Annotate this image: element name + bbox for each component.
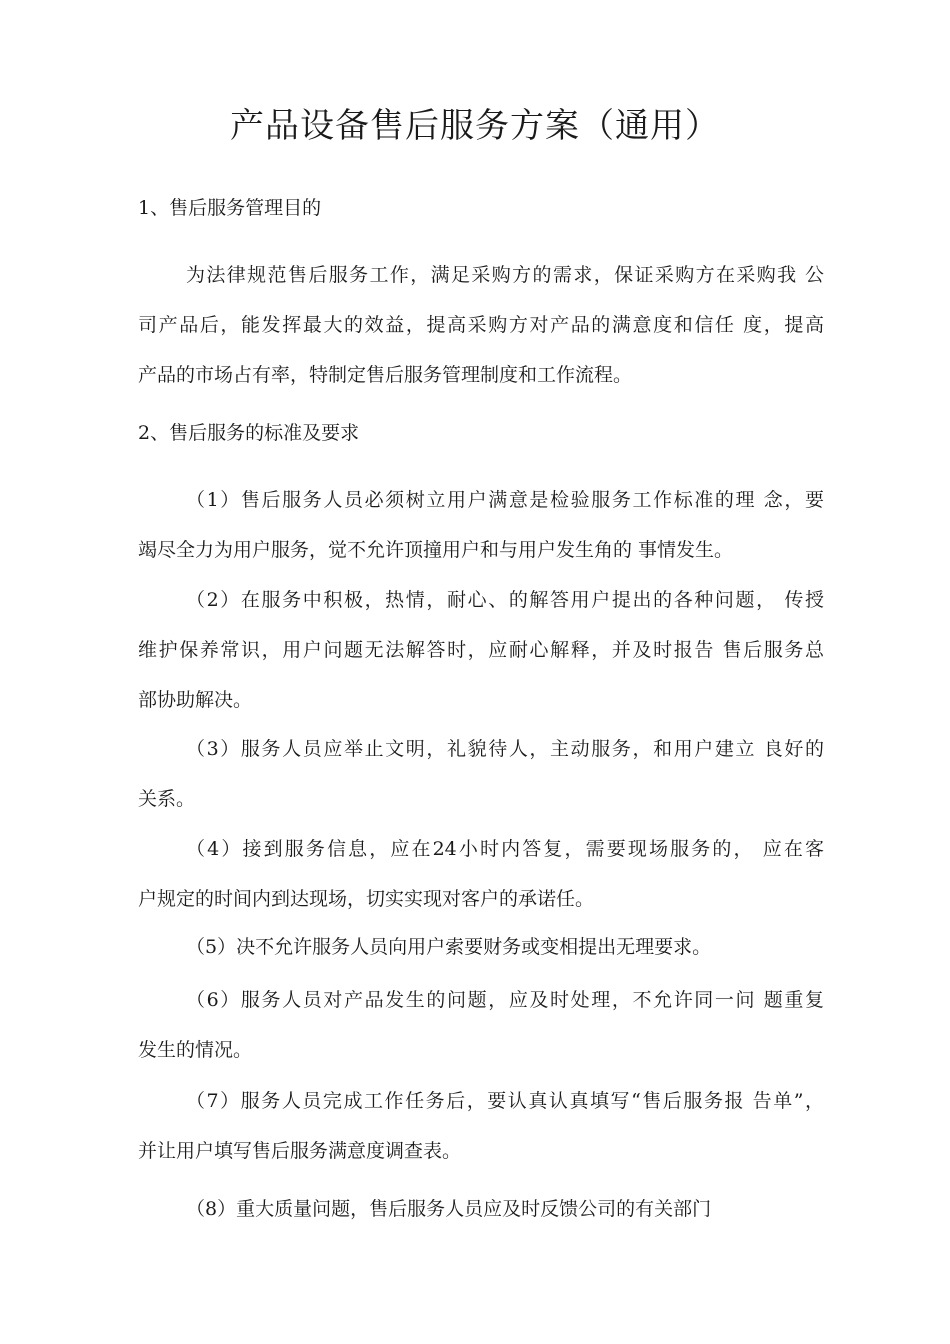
paragraph-line: （8）重大质量问题，售后服务人员应及时反馈公司的有关部门 <box>186 1198 712 1220</box>
paragraph-line: 发生的情况。 <box>138 1039 253 1061</box>
paragraph-line: 为法律规范售后服务工作，满足采购方的需求，保证采购方在采购我 公 <box>186 264 824 286</box>
paragraph-line: 司产品后，能发挥最大的效益，提高采购方对产品的满意度和信任 度，提高 <box>138 314 824 336</box>
section-2-item-5 <box>138 922 824 972</box>
paragraph-line: （5）决不允许服务人员向用户索要财务或变相提出无理要求。 <box>186 936 712 958</box>
section-2-item-6 <box>138 975 824 1075</box>
paragraph-line: （6）服务人员对产品发生的问题，应及时处理，不允许同一问 题重复 <box>186 989 824 1011</box>
section-1-paragraph-1 <box>138 250 824 400</box>
section-2-item-4 <box>138 824 824 924</box>
paragraph-line: 竭尽全力为用户服务，觉不允许顶撞用户和与用户发生角的 事情发生。 <box>138 539 734 561</box>
paragraph-line: （2）在服务中积极，热情，耐心、的解答用户提出的各种问题， 传授 <box>186 589 824 611</box>
section-2-item-3 <box>138 724 824 824</box>
paragraph-line: （4）接到服务信息，应在24小时内答复，需要现场服务的， 应在客 <box>186 838 824 860</box>
paragraph-line: 关系。 <box>138 788 196 810</box>
section-heading-1: 1、售后服务管理目的 <box>138 197 322 219</box>
paragraph-line: （3）服务人员应举止文明，礼貌待人，主动服务，和用户建立 良好的 <box>186 738 824 760</box>
paragraph-line: 部协助解决。 <box>138 689 253 711</box>
section-2-item-2 <box>138 575 824 725</box>
section-heading-2: 2、售后服务的标准及要求 <box>138 422 360 444</box>
paragraph-line: （7）服务人员完成工作任务后，要认真认真填写“售后服务报 告单”， <box>186 1090 824 1112</box>
paragraph-line: （1）售后服务人员必须树立用户满意是检验服务工作标准的理 念，要 <box>186 489 824 511</box>
paragraph-line: 产品的市场占有率，特制定售后服务管理制度和工作流程。 <box>138 364 633 386</box>
section-2-item-8 <box>138 1184 824 1234</box>
paragraph-line: 维护保养常识，用户问题无法解答时，应耐心解释，并及时报告 售后服务总 <box>138 639 824 661</box>
section-2-item-1 <box>138 475 824 575</box>
document-title: 产品设备售后服务方案（通用） <box>230 106 720 146</box>
paragraph-line: 户规定的时间内到达现场，切实实现对客户的承诺任。 <box>138 888 595 910</box>
section-2-item-7 <box>138 1076 824 1176</box>
paragraph-line: 并让用户填写售后服务满意度调查表。 <box>138 1140 462 1162</box>
